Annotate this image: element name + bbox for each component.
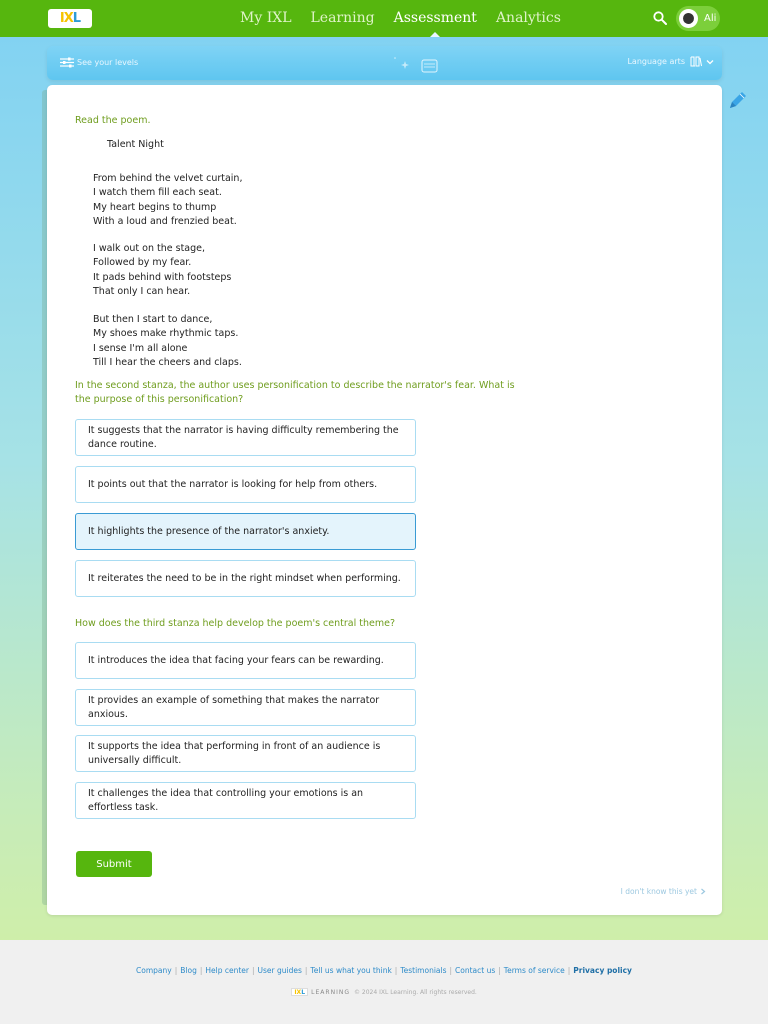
footer-link-testimonials[interactable]: Testimonials [400, 966, 447, 975]
footer-link-company[interactable]: Company [136, 966, 172, 975]
sub-nav [47, 46, 722, 80]
top-nav [0, 0, 768, 37]
footer-link-terms[interactable]: Terms of service [503, 966, 565, 975]
choice-text: It suggests that the narrator is having difficulty remembering the dance routine. [88, 425, 399, 450]
poem-line: From behind the velvet curtain, [93, 173, 243, 184]
submit-button[interactable]: Submit [76, 851, 152, 877]
see-levels-label: See your levels [77, 58, 139, 67]
footer-links: Company | Blog | Help center | User guides | Tell us what you think | Testimonials | Contact us | Terms of service | Privacy policy [136, 966, 632, 975]
see-levels-button[interactable] [60, 57, 138, 68]
poem-line: Till I hear the cheers and claps. [93, 356, 242, 368]
dont-know-label: I don't know this yet [620, 887, 697, 896]
poem-title: Talent Night [107, 139, 164, 150]
poem-line: That only I can hear. [93, 285, 191, 297]
chevron-down-icon [706, 59, 714, 65]
choice-text: It points out that the narrator is looking for help from others. [88, 478, 378, 490]
decorative-sparkles-icon [377, 52, 447, 76]
q2-choice-3[interactable] [75, 735, 416, 772]
footer-link-contact[interactable]: Contact us [455, 966, 496, 975]
poem-line: My shoes make rhythmic taps. [93, 328, 239, 340]
poem-line: My heart begins to thump [93, 201, 217, 213]
nav-my-ixl[interactable]: My IXL [240, 10, 292, 26]
ixl-mini-logo: IX L [291, 988, 308, 996]
choice-text: It highlights the presence of the narrator's anxiety. [88, 525, 330, 537]
nav-assessment[interactable]: Assessment [393, 10, 477, 26]
q2-choice-2[interactable] [75, 689, 416, 726]
poem-line: With a loud and frenzied beat. [93, 215, 237, 227]
poem-line: But then I start to dance, [93, 314, 213, 325]
poem-line: I walk out on the stage, [93, 243, 206, 254]
learning-wordmark: LEARNING [311, 988, 350, 996]
pencil-icon[interactable] [726, 90, 748, 112]
stanza-2 [93, 242, 231, 299]
stanza-3 [93, 313, 242, 370]
nav-learning[interactable]: Learning [310, 10, 375, 26]
choice-text: It reiterates the need to be in the right mindset when performing. [88, 572, 401, 584]
ixl-logo[interactable] [48, 9, 92, 28]
footer-link-user-guides[interactable]: User guides [257, 966, 302, 975]
q1-choice-2[interactable] [75, 466, 416, 503]
q1-choice-1[interactable] [75, 419, 416, 456]
read-poem-instruction: Read the poem. [75, 115, 151, 126]
subject-selector[interactable] [627, 56, 714, 67]
choice-text: It provides an example of something that makes the narrator anxious. [88, 695, 380, 720]
chevron-right-icon [700, 888, 706, 895]
question-2-prompt: How does the third stanza help develop the poem's central theme? [75, 618, 395, 629]
main-nav [240, 10, 580, 26]
logo-text-ix: IX [59, 11, 73, 26]
avatar [679, 9, 698, 28]
q1-choice-4[interactable] [75, 560, 416, 597]
poem-line: It pads behind with footsteps [93, 271, 232, 283]
stanza-1 [93, 172, 242, 229]
search-icon[interactable] [653, 11, 667, 25]
question-card [47, 85, 722, 915]
poem-line: Followed by my fear. [93, 257, 192, 269]
q2-choice-1[interactable] [75, 642, 416, 679]
q1-choice-3-selected[interactable] [75, 513, 416, 550]
footer-link-blog[interactable]: Blog [180, 966, 197, 975]
dont-know-link[interactable] [621, 887, 706, 896]
footer-link-feedback[interactable]: Tell us what you think [310, 966, 392, 975]
question-1-prompt: In the second stanza, the author uses personification to describe the narrator's fear. What is the purpose of this personification? [75, 380, 515, 405]
logo-text-l: L [72, 11, 81, 26]
choice-text: It supports the idea that performing in front of an audience is universally difficult. [88, 741, 381, 766]
subject-label: Language arts [627, 57, 685, 66]
sliders-icon [60, 57, 74, 68]
footer-link-privacy[interactable]: Privacy policy [573, 966, 632, 975]
user-name: Ali [704, 13, 717, 24]
choice-text: It challenges the idea that controlling your emotions is an effortless task. [88, 788, 364, 813]
nav-analytics[interactable]: Analytics [495, 10, 561, 26]
book-icon [690, 56, 702, 67]
poem-line: I sense I'm all alone [93, 342, 188, 354]
footer-copyright [0, 988, 768, 996]
user-menu[interactable] [676, 6, 720, 31]
footer [0, 940, 768, 1024]
footer-link-help-center[interactable]: Help center [205, 966, 249, 975]
q2-choice-4[interactable] [75, 782, 416, 819]
poem-line: I watch them fill each seat. [93, 187, 222, 199]
copyright-text: © 2024 IXL Learning. All rights reserved. [353, 988, 477, 996]
choice-text: It introduces the idea that facing your fears can be rewarding. [88, 654, 384, 666]
